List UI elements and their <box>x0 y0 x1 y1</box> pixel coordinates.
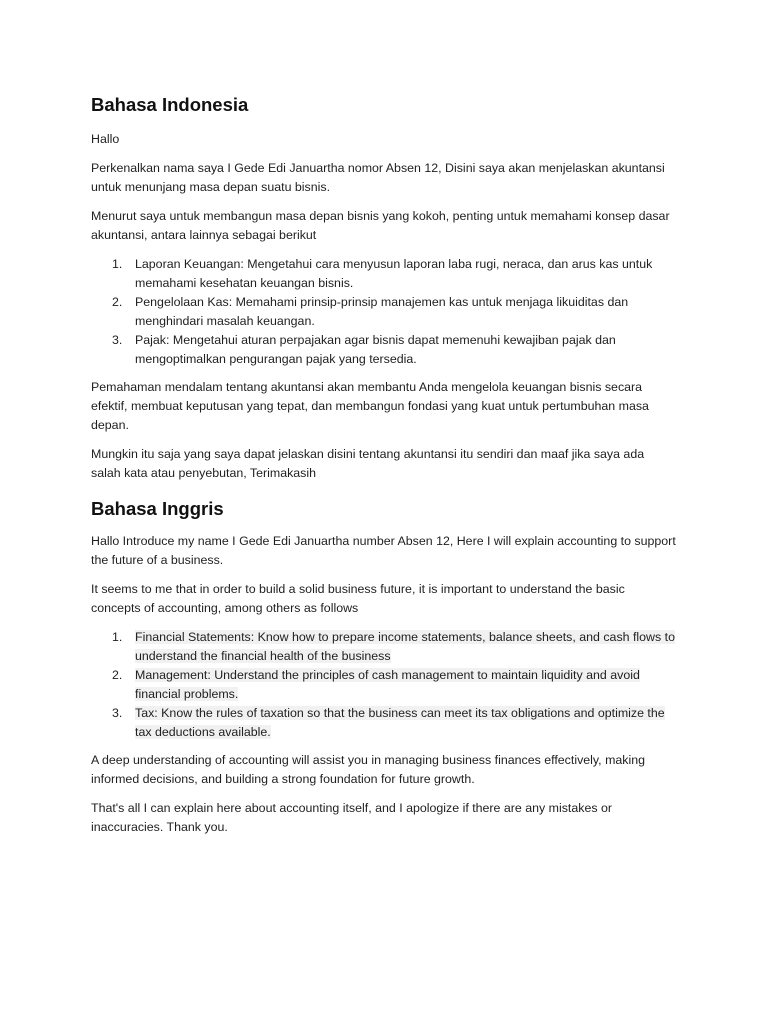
list-item-text: Laporan Keuangan: Mengetahui cara menyusun laporan laba rugi, neraca, dan arus kas untuk memahami kesehatan keuangan bisnis. <box>135 257 653 290</box>
list-item-text: Tax: Know the rules of taxation so that the business can meet its tax obligations and optimize the tax deductions available. <box>135 706 665 739</box>
numbered-list-id <box>91 255 677 369</box>
list-item <box>91 666 677 704</box>
list-item <box>91 628 677 666</box>
list-number: 2. <box>112 295 123 309</box>
numbered-list-en <box>91 628 677 742</box>
list-number: 1. <box>112 630 123 644</box>
summary-paragraph-en: A deep understanding of accounting will assist you in managing business finances effectively, making informed decisions, and building a strong foundation for future growth. <box>91 753 646 786</box>
intro-paragraph-id: Perkenalkan nama saya I Gede Edi Januartha nomor Absen 12, Disini saya akan menjelaskan akuntansi untuk menunjang masa depan suatu bisnis. <box>91 161 665 194</box>
list-item-text: Financial Statements: Know how to prepare income statements, balance sheets, and cash flows to understand the financial health of the business <box>135 630 675 663</box>
list-item <box>91 331 677 369</box>
list-number: 3. <box>112 333 123 347</box>
heading-english: Bahasa Inggris <box>91 498 224 519</box>
lead-paragraph-en: It seems to me that in order to build a solid business future, it is important to understand the basic concepts of accounting, among others as follows <box>91 582 625 615</box>
lead-paragraph-id: Menurut saya untuk membangun masa depan bisnis yang kokoh, penting untuk memahami konsep dasar akuntansi, antara lainnya sebagai berikut <box>91 209 670 242</box>
list-number: 3. <box>112 706 123 720</box>
document-page <box>91 92 677 837</box>
list-item <box>91 704 677 742</box>
summary-paragraph-id: Pemahaman mendalam tentang akuntansi akan membantu Anda mengelola keuangan bisnis secara efektif, membuat keputusan yang tepat, dan membangun fondasi yang kuat untuk pertumbuhan masa depan. <box>91 380 649 432</box>
closing-paragraph-en: That's all I can explain here about accounting itself, and I apologize if there are any mistakes or inaccuracies. Thank you. <box>91 801 613 834</box>
list-item <box>91 293 677 331</box>
intro-paragraph-en: Hallo Introduce my name I Gede Edi Januartha number Absen 12, Here I will explain accounting to support the future of a business. <box>91 534 676 567</box>
list-item-text: Pajak: Mengetahui aturan perpajakan agar bisnis dapat memenuhi kewajiban pajak dan mengoptimalkan pengurangan pajak yang tersedia. <box>135 333 616 366</box>
greeting-text: Hallo <box>91 132 120 146</box>
heading-indonesian: Bahasa Indonesia <box>91 94 249 115</box>
list-item-text: Management: Understand the principles of cash management to maintain liquidity and avoid financial problems. <box>135 668 640 701</box>
list-number: 2. <box>112 668 123 682</box>
list-number: 1. <box>112 257 123 271</box>
list-item <box>91 255 677 293</box>
closing-paragraph-id: Mungkin itu saja yang saya dapat jelaskan disini tentang akuntansi itu sendiri dan maaf jika saya ada salah kata atau penyebutan, Terimakasih <box>91 447 645 480</box>
list-item-text: Pengelolaan Kas: Memahami prinsip-prinsip manajemen kas untuk menjaga likuiditas dan menghindari masalah keuangan. <box>135 295 629 328</box>
